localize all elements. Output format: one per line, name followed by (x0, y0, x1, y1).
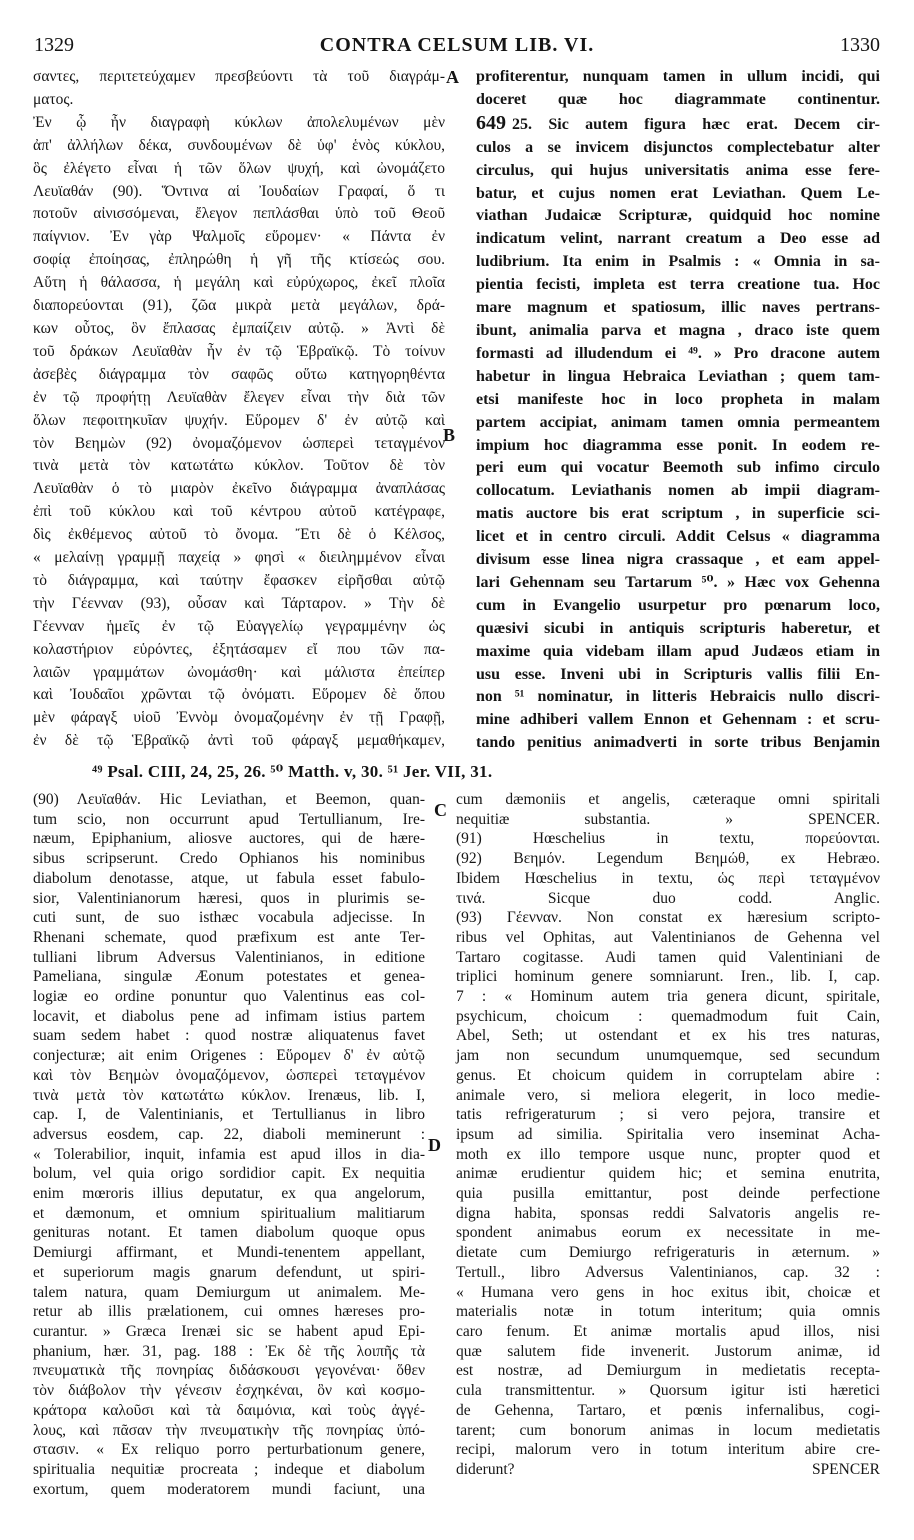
latin-line: lari Gehennam seu Tartarum ⁵⁰. » Hæc vox Gehenna (476, 573, 880, 591)
greek-line: κων οὗτος, ὃν ἔπλασας ἐμπαίζειν αὐτῷ. » Ἀντὶ δὲ (33, 319, 445, 337)
greek-line: ἐν τῷ προφήτῃ Λευϊαθὰν ἔλεγεν εἶναι τὴν διὰ τῶν (33, 388, 445, 406)
latin-line: licet et in centro circuli. Addit Celsus « diagramma (476, 528, 880, 546)
latin-line: etsi manifeste hoc in loco propheta in malam (476, 390, 880, 408)
greek-line: καὶ Ἰουδαῖοι χρῶνται τῷ ὀνόματι. Εὕρομεν δὲ ὅπου (33, 686, 445, 704)
greek-line: κολαστήριον εὑρόντες, ἐξητάσαμεν εἴ που τῶν πα- (33, 640, 445, 658)
note-line: Ibidem Hœschelius in textu, ὡς περὶ τεταγμένον (456, 869, 880, 887)
note-line: genituras notant. Et tamen diabolum quoque opus (33, 1224, 425, 1242)
greek-line: ὃς ἐλέγετο εἶναι ἡ τῶν ὅλων ψυχή, καὶ ὠνομάζετο (33, 159, 445, 177)
note-line: τὸν διάβολον τὴν γένεσιν ἐσχηκέναι, ὃν καὶ κοσμο- (33, 1382, 425, 1400)
note-line: Rhenani schemate, quod præfixum est ante Ter- (33, 928, 425, 946)
note-line: suam sedem habet : quod nostræ aliquatenus favet (33, 1027, 425, 1045)
latin-line: usu esse. Inveni ubi in Scripturis vallis filii En- (476, 665, 880, 683)
note-line: et dæmonum, et omnium spiritualium malitiarum (33, 1204, 425, 1222)
greek-line: ἀπ' ἀλλήλων δέκα, συνδουμένων δὲ ὑφ' ἑνὸς κύκλου, (33, 136, 445, 154)
latin-line: tando penitius animadverti in sorte tribus Benjamin (476, 734, 880, 752)
greek-line: Λευϊαθὰν ὁ τὸ μιαρὸν ἐκεῖνο διάγραμμα ἀναπλάσας (33, 480, 445, 498)
note-line: Abel, Seth; ut ostendant et ex his tres naturas, (456, 1027, 880, 1045)
note-line: cula transmittentur. » Quorsum igitur isti hæretici (456, 1382, 880, 1400)
latin-line: non ⁵¹ nominatur, in litteris Hebraicis nullo discri- (476, 688, 880, 706)
note-line: sibus scripserunt. Credo Ophianos his nominibus (33, 850, 425, 868)
note-line: psychicum, choicum : quemadmodum fuit Cain, (456, 1007, 880, 1025)
latin-line: formasti ad illudendum ei ⁴⁹. » Pro dracone autem (476, 344, 880, 362)
greek-line: τινὰ μετὰ τὸν κατωτάτω κύκλον. Τοῦτον δὲ τὸν (33, 457, 445, 475)
note-line: nequitiæ substantia. » SPENCER. (456, 810, 880, 828)
note-line: curantur. » Græca Irenæi sic se habent apud Epi- (33, 1322, 425, 1340)
latin-line: divisum esse linea nigra crassaque , et eam appel- (476, 551, 880, 569)
latin-line: pientia fecisti, impleta est terra creatione tua. Hoc (476, 276, 880, 294)
latin-line: mine adhiberi vallem Ennon et Gehennam : et scru- (476, 711, 880, 729)
latin-line: quæsivi sicubi in antiquis scripturis haberetur, et (476, 619, 880, 637)
note-line: « Humana vero gens in hoc exitus ibit, choicæ et (456, 1283, 880, 1301)
note-line: « Tolerabilior, inquit, infamia est apud illos in dia- (33, 1145, 425, 1163)
note-line: diderunt? SPENCER (456, 1460, 880, 1478)
greek-line: λαιῶν γραμμάτων ὠνομάσθη· καὶ μάλιστα ἐπείπερ (33, 663, 445, 681)
greek-line: Γέενναν ἡμεῖς ἐν τῷ Εὐαγγελίῳ γεγραμμένην ὡς (33, 617, 445, 635)
note-line: jam non secundum unumquemque, sed secundum (456, 1047, 880, 1065)
note-line: (92) Βεημόν. Legendum Βεημώθ, ex Hebræo. (456, 850, 880, 868)
latin-line: collocatum. Leviathanis nomen ab impii diagram- (476, 482, 880, 500)
latin-text-column (476, 66, 880, 755)
note-line: cap. I, de Valentinianis, et Tertullianus in libro (33, 1106, 425, 1124)
greek-line: ποτοῦν αἰνισσόμεναι, ἔλεγον πεπλάσθαι ὑπὸ τοῦ Θεοῦ (33, 205, 445, 223)
note-line: animale vero, si meliora elegerit, in loco medie- (456, 1086, 880, 1104)
note-line: cum dæmoniis et angelis, cæteraque omni spiritali (456, 791, 880, 808)
note-line: et superiorum magis gnarum defendunt, ut spiri- (33, 1263, 425, 1281)
note-line: næum, Epiphanium, aliosve auctores, qui de hære- (33, 830, 425, 848)
latin-line: ludibrium. Ita enim in Psalmis : « Omnia in sa- (476, 253, 880, 271)
note-line: moth ex illo tempore usque nunc, propter quod et (456, 1145, 880, 1163)
notes-left-column (33, 790, 425, 1499)
latin-line: impium hoc diagramma esse ponit. In eodem re- (476, 436, 880, 454)
note-line: est nostræ, ad Demiurgum in medietatis recepta- (456, 1362, 880, 1380)
note-line: genus. Et choicum quidem in corruptelam abire : (456, 1066, 880, 1084)
note-line: τινά. Sicque duo codd. Anglic. (456, 889, 880, 907)
note-line: πνευματικὰ τῆς πονηρίας διδάσκουσι γεγονέναι· ὅθεν (33, 1362, 425, 1380)
greek-line: Λευϊαθάν (90). Ὅντινα αἱ Ἰουδαίων Γραφαί, ὅ τι (33, 182, 445, 200)
latin-line: culos a se invicem disjunctos complectebatur alter (476, 138, 880, 156)
note-line: (91) Hœschelius in textu, πορεύονται. (456, 830, 880, 848)
note-line: tum scio, non occurrunt apud Tertullianum, Ire- (33, 810, 425, 828)
note-line: materialis notæ in totum interitum; quia omnis (456, 1303, 880, 1321)
note-line: bolum, vel quia origo sordidior capit. Ex nequitia (33, 1165, 425, 1183)
greek-text-column (33, 66, 445, 753)
note-line: καὶ τὸν Βεημὼν ὀνομαζόμενον, ὡσπερεὶ τεταγμένον (33, 1066, 425, 1084)
note-line: λους, καὶ πᾶσαν τὴν πνευματικὴν τῆς πονηρίας ὑπό- (33, 1421, 425, 1439)
latin-line: circulus, qui hujus universitatis anima esse fere- (476, 161, 880, 179)
latin-line: cum in Evangelio usurpetur pro pœnarum loco, (476, 596, 880, 614)
page-number-left: 1329 (34, 34, 74, 56)
note-line: τινὰ μετὰ τὸν κατωτάτω κύκλον. Irenæus, lib. I, (33, 1086, 425, 1104)
note-line: adversus eosdem, cap. 22, diaboli meminerunt : (33, 1125, 425, 1143)
note-line: retur ab illis prælationem, cui omnes hæreses pro- (33, 1303, 425, 1321)
greek-line: Ἐν ᾧ ἦν διαγραφὴ κύκλων ἀπολελυμένων μὲν (33, 113, 445, 131)
note-line: digna habita, sponsas reddi Salvatoris angelis re- (456, 1204, 880, 1222)
greek-line: μὲν φάραγξ υἱοῦ Ἐννὸμ ὀνομαζομένην ἐν τῇ Γραφῇ, (33, 709, 445, 727)
scripture-references: ⁴⁹ Psal. CIII, 24, 25, 26. ⁵⁰ Matth. v, 30. ⁵¹ Jer. VII, 31. (92, 762, 493, 781)
greek-line: τὸν Βεημὼν (92) ὀνομαζόμενον ὡσπερεὶ τεταγμένον (33, 434, 445, 452)
note-line: animæ erudientur quidem hic; et semina enutrita, (456, 1165, 880, 1183)
note-line: Tartaro cogitasse. Audi tamen quid Valentiniani de (456, 948, 880, 966)
greek-line: Αὕτη ἡ θάλασσα, ἡ μεγάλη καὶ εὐρύχωρος, ἐκεῖ πλοῖα (33, 274, 445, 292)
note-line: spondent animabus eorum ex necessitate in me- (456, 1224, 880, 1242)
notes-right-column (456, 790, 880, 1480)
note-line: tatis refrigeraturum ; si vero pejora, transire et (456, 1106, 880, 1124)
latin-line: matis auctore bis erat scriptum , in superficie sci- (476, 505, 880, 523)
greek-line: τὸ διάγραμμα, καὶ ταύτην ἔφασκεν εἰρῆσθαι αὐτῷ (33, 571, 445, 589)
greek-line: ματος. (33, 90, 74, 108)
latin-line: peri eum qui vocatur Beemoth sub infimo circulo (476, 459, 880, 477)
note-line: enim mœroris illius deputatur, ex qua angelorum, (33, 1185, 425, 1203)
latin-line: viathan Judaicæ Scripturæ, quidquid hoc nomine (476, 207, 880, 225)
greek-line: σαντες, περιτετεύχαμεν πρεσβεύοντι τὰ τοῦ διαγράμ- (33, 68, 445, 85)
note-line: conjecturæ; ait enim Origenes : Εὕρομεν δ' ἐν αὐτῷ (33, 1047, 425, 1065)
note-line: triplici hominum genere somniarunt. Iren., lib. I, cap. (456, 968, 880, 986)
latin-line: maxime quia videbam illam apud Judæos etiam in (476, 642, 880, 660)
note-line: στασιν. « Ex reliquo porro perturbationum genere, (33, 1441, 425, 1459)
note-line: 7 : « Hominum autem tria genera dicunt, spiritale, (456, 988, 880, 1006)
greek-line: δὶς ἐκθέμενος αὐτοῦ τὸ ὄνομα. Ἔτι δὲ ὁ Κέλσος, (33, 526, 445, 544)
greek-line: « μελαίνῃ γραμμῇ παχείᾳ » φησὶ « διειλημμένον εἶναι (33, 549, 445, 567)
latin-line: batur, et cujus nomen erat Leviathan. Quem Le- (476, 184, 880, 202)
note-line: (93) Γέενναν. Non constat ex hæresium scripto- (456, 909, 880, 927)
note-line: locavit, et diabolus pene ad infimam istius partem (33, 1007, 425, 1025)
note-line: κράτορα καλοῦσι καὶ τὰ δαιμόνια, καὶ τοὺς ἀγγέ- (33, 1401, 425, 1419)
note-line: dietate cum Demiurgo refrigeraturis in æternum. » (456, 1244, 880, 1262)
margin-letter-c: C (434, 800, 447, 820)
note-line: talem natura, quam Demiurgum ut animalem. Me- (33, 1283, 425, 1301)
margin-letter-d: D (428, 1135, 441, 1155)
latin-line (476, 112, 880, 137)
greek-line: τὴν Γέενναν (93), οὖσαν καὶ Τάρταρον. » Τὴν δὲ (33, 594, 445, 612)
greek-line: τοῦ δράκων Λευϊαθὰν ἦν ἐν τῷ Ἑβραϊκῷ. Τὸ τοίνυν (33, 342, 445, 360)
note-line: diabolum denotasse, atque, ut fabula esset fabulo- (33, 869, 425, 887)
margin-letter-a: A (446, 67, 459, 87)
greek-line: διαπορεύονται (91), ζῶα μικρὰ μετὰ μεγάλων, δρά- (33, 297, 445, 315)
note-line: phanium, hær. 31, pag. 188 : Ἐκ δὲ τῆς λοιπῆς τὰ (33, 1342, 425, 1360)
greek-line: σοφίᾳ ἐποίησας, ἐπληρώθη ἡ γῆ τῆς κτίσεώς σου. (33, 251, 445, 269)
latin-line: profiterentur, nunquam tamen in ullum incidi, qui (476, 68, 880, 85)
latin-line: partem accipiat, animam tamen omnia permeantem (476, 413, 880, 431)
note-line: Demiurgi affirmant, et Mundi-tenentem appellant, (33, 1244, 425, 1262)
note-line: recipi, malorum vero in totum interitum abire cre- (456, 1441, 880, 1459)
latin-line: ibunt, animalia parva et magna , draco iste quem (476, 321, 880, 339)
latin-line: doceret quæ hoc diagrammate continentur. (476, 90, 880, 108)
greek-line: ἐπὶ τοῦ κύκλου καὶ τοῦ κέντρου αὐτοῦ κατέγραφε, (33, 503, 445, 521)
running-title: CONTRA CELSUM LIB. VI. (319, 34, 595, 56)
note-line: quia pusilla emittantur, post deinde perfectione (456, 1185, 880, 1203)
note-line: de Gehenna, Tartaro, et pœnis infernalibus, cogi- (456, 1401, 880, 1419)
note-line: Tertull., libro Adversus Valentinianos, cap. 32 : (456, 1263, 880, 1281)
note-line: (90) Λευϊαθάν. Hic Leviathan, et Beemon, quan- (33, 791, 425, 808)
note-line: sior, Valentinianorum hæresi, quos in plurimis se- (33, 889, 425, 907)
latin-line-text: 25. Sic autem figura hæc erat. Decem cir- (512, 115, 880, 133)
page-header (28, 34, 886, 58)
note-line: caro fenum. Et animæ mortalis apud illos, nisi (456, 1322, 880, 1340)
note-line: ribus vel Ophitas, aut Valentinianos de Gehenna vel (456, 928, 880, 946)
note-line: spiritualia nequitiæ procreata ; indeque et diabolum (33, 1460, 425, 1478)
greek-line: ἐν δὲ τῷ Ἑβραϊκῷ ἀντὶ τοῦ φάραγξ μεμαθήκαμεν, (33, 732, 445, 750)
greek-line: ἀσεβὲς διάγραμμα τὸν σαφῶς οὕτω κατηγορηθέντα (33, 365, 445, 383)
margin-letter-b: B (443, 425, 456, 445)
note-line: tarent; cum bonorum animas in locum medietatis (456, 1421, 880, 1439)
latin-line: habetur in lingua Hebraica Leviathan ; quem tam- (476, 367, 880, 385)
latin-line: mare magnum et spatiosum, illic naves pertrans- (476, 299, 880, 317)
note-line: quæ salutem fide invenerit. Justorum animæ, id (456, 1342, 880, 1360)
note-line: ipsum ad similia. Spiritalia vero inseminat Acha- (456, 1125, 880, 1143)
note-line: exortum, quem moderatorem mundi faciunt, una (33, 1480, 425, 1498)
note-line: cuti sunt, de suo isthæc vocabula adjecisse. In (33, 909, 425, 927)
latin-line: indicatum velint, narrant creatum a Deo esse ad (476, 230, 880, 248)
greek-line: παίγνιον. Ἐν γὰρ Ψαλμοῖς εὕρομεν· « Πάντα ἐν (33, 228, 445, 246)
greek-line: ὅλων πεφοιτηκυῖαν ψυχήν. Εὕρομεν δ' ἐν αὐτῷ καὶ (33, 411, 445, 429)
section-number: 649 (476, 111, 506, 134)
note-line: logiæ eo ordine ponuntur quo Valentinus eas col- (33, 988, 425, 1006)
page-number-right: 1330 (840, 34, 880, 56)
note-line: tulliani librum Adversus Valentinianos, in editione (33, 948, 425, 966)
note-line: Pameliana, singulæ Æonum potestates et genea- (33, 968, 425, 986)
